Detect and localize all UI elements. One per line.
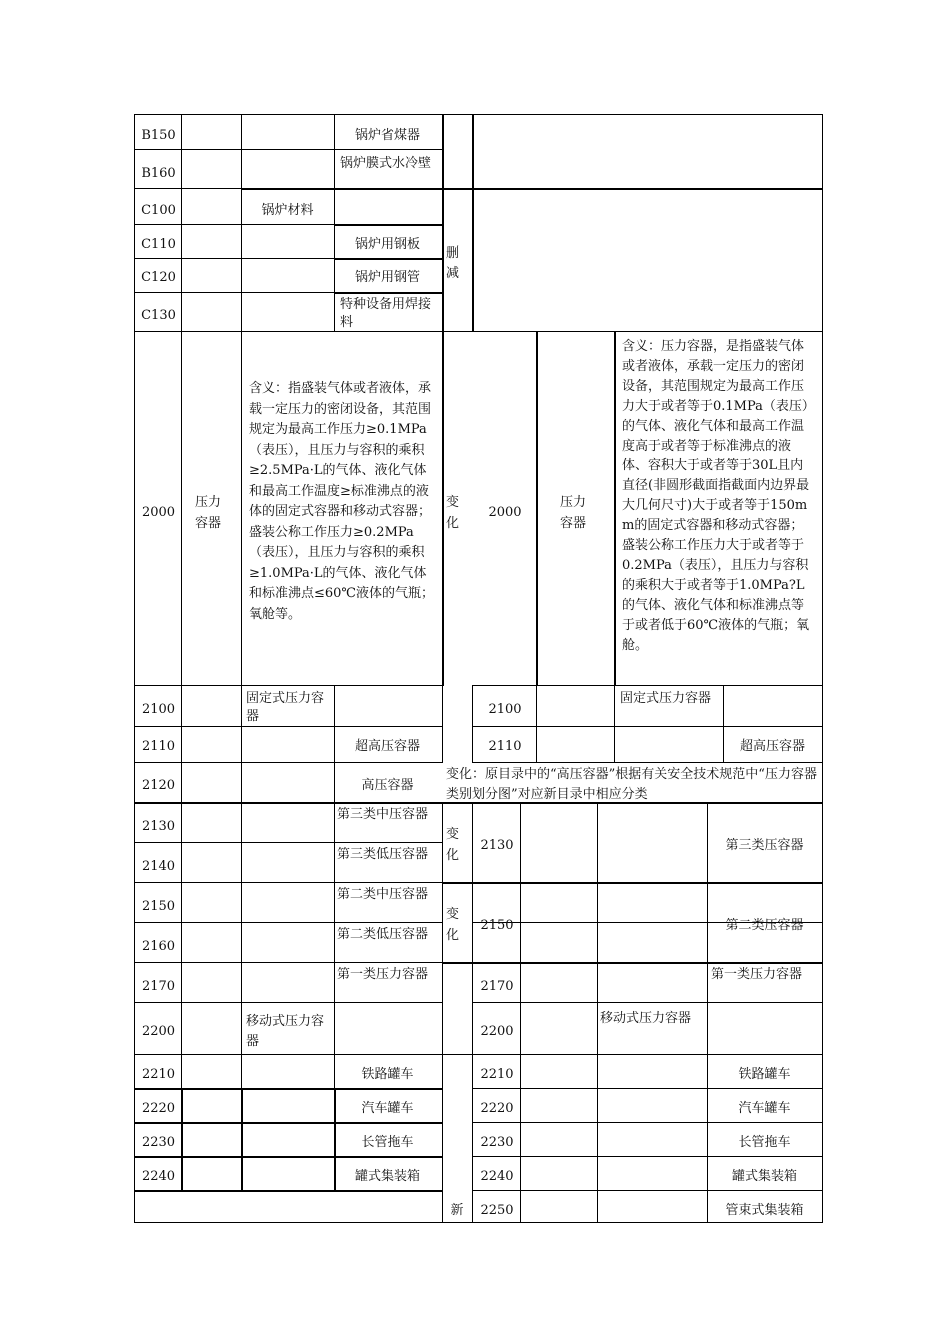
code-cell: 2150: [141, 899, 176, 914]
new-subcategory-cell: 超高压容器: [739, 739, 805, 754]
category-cell: 压力容器: [195, 495, 222, 531]
new-category-cell: 移动式压力容器: [600, 1011, 692, 1026]
change-cell: 变化: [446, 827, 460, 863]
grid-line: [472, 1122, 823, 1123]
code-cell: 2160: [141, 939, 176, 954]
subcategory-cell: 高压容器: [361, 778, 414, 793]
code-cell: 2220: [141, 1101, 176, 1116]
change-cell: 删减: [446, 246, 460, 281]
category-cell: 固定式压力容器: [246, 691, 325, 724]
grid-line: [472, 1156, 823, 1157]
subcategory-cell: 第三类低压容器: [337, 847, 429, 862]
new-subcategory-cell: 汽车罐车: [738, 1101, 791, 1116]
grid-line: [472, 1002, 823, 1003]
subcategory-cell: 第二类中压容器: [337, 887, 429, 902]
grid-line: [241, 1088, 243, 1191]
grid-line: [334, 224, 443, 226]
code-cell: 2110: [141, 739, 176, 754]
new-subcategory-cell: 罐式集装箱: [731, 1169, 797, 1184]
new-subcategory-cell: 铁路罐车: [738, 1067, 791, 1082]
grid-line: [822, 114, 823, 1223]
new-code-cell: 2200: [480, 1024, 514, 1039]
grid-line: [472, 685, 823, 686]
grid-line: [472, 762, 823, 763]
grid-line: [520, 802, 521, 1223]
code-cell: 2170: [141, 979, 176, 994]
code-cell: C100: [141, 203, 176, 218]
new-code-cell: 2220: [480, 1101, 514, 1116]
grid-line: [472, 114, 474, 332]
code-cell: 2140: [141, 859, 176, 874]
grid-line: [536, 331, 538, 686]
grid-line: [442, 802, 443, 1223]
new-category-cell: 压力容器: [560, 495, 587, 531]
new-code-cell: 2100: [488, 702, 522, 717]
new-code-cell: 2250: [480, 1203, 514, 1218]
new-subcategory-cell: 管束式集装箱: [725, 1203, 804, 1218]
grid-line: [134, 114, 135, 1223]
category-cell: 移动式压力容器: [246, 1014, 325, 1049]
code-cell: 2100: [141, 702, 176, 717]
subcategory-cell: 超高压容器: [354, 739, 420, 754]
code-cell: B150: [141, 128, 176, 143]
grid-line: [442, 882, 823, 884]
new-subcategory-cell: 第一类压力容器: [711, 967, 803, 982]
subcategory-cell: 锅炉用钢管: [354, 270, 420, 285]
code-cell: 2230: [141, 1135, 176, 1150]
new-code-cell: 2110: [488, 739, 522, 754]
subcategory-cell: 锅炉膜式水冷壁: [340, 156, 432, 171]
subcategory-cell: 第一类压力容器: [337, 967, 429, 982]
code-cell: 2200: [141, 1024, 176, 1039]
new-category-cell: 固定式压力容器: [620, 691, 712, 706]
grid-line: [442, 188, 823, 190]
grid-line: [334, 292, 443, 294]
code-cell: C130: [141, 308, 176, 323]
grid-line: [442, 1054, 823, 1055]
code-cell: 2000: [141, 505, 176, 520]
category-cell: 锅炉材料: [261, 203, 314, 218]
grid-line: [442, 962, 823, 964]
change-cell: 变化: [446, 907, 460, 943]
grid-line: [442, 331, 823, 332]
code-cell: 2240: [141, 1169, 176, 1184]
code-cell: 2210: [141, 1067, 176, 1082]
new-code-cell: 2150: [480, 918, 514, 933]
grid-line: [134, 114, 823, 115]
code-cell: 2120: [141, 778, 176, 793]
subcategory-cell: 长管拖车: [361, 1135, 414, 1150]
code-cell: C110: [141, 237, 176, 252]
new-code-cell: 2210: [480, 1067, 514, 1082]
grid-line: [614, 331, 616, 686]
grid-line: [334, 258, 443, 260]
change-cell: 新: [450, 1203, 464, 1218]
grid-line: [472, 726, 823, 727]
grid-line: [472, 1088, 823, 1089]
new-subcategory-cell: 长管拖车: [738, 1135, 791, 1150]
code-cell: B160: [141, 166, 176, 181]
new-code-cell: 2130: [480, 838, 514, 853]
subcategory-cell: 第三类中压容器: [337, 807, 429, 822]
change-note: 变化：原目录中的“高压容器”根据有关安全技术规范中“压力容器类别划分图”对应新目录中相应分类: [446, 767, 817, 802]
change-cell: 变化: [446, 495, 460, 531]
grid-line: [472, 1190, 823, 1191]
subcategory-cell: 锅炉省煤器: [354, 128, 420, 143]
grid-line: [241, 188, 443, 190]
grid-line: [442, 114, 444, 332]
grid-line: [442, 331, 444, 686]
new-code-cell: 2170: [480, 979, 514, 994]
new-code-cell: 2230: [480, 1135, 514, 1150]
subcategory-cell: 第二类低压容器: [337, 927, 429, 942]
grid-line: [472, 802, 473, 1223]
grid-line: [334, 114, 335, 332]
subcategory-cell: 铁路罐车: [361, 1067, 414, 1082]
grid-line: [597, 802, 598, 1223]
code-cell: 2130: [141, 819, 176, 834]
subcategory-cell: 特种设备用焊接料: [340, 297, 432, 330]
grid-line: [134, 1222, 823, 1223]
grid-line: [707, 802, 708, 1223]
new-code-cell: 2240: [480, 1169, 514, 1184]
new-code-cell: 2000: [488, 505, 522, 520]
subcategory-cell: 汽车罐车: [361, 1101, 414, 1116]
subcategory-cell: 锅炉用钢板: [354, 237, 420, 252]
grid-line: [472, 685, 473, 763]
grid-line: [134, 802, 443, 804]
new-definition: 含义：压力容器，是指盛装气体或者液体，承载一定压力的密闭设备，其范围规定为最高工作压力大于或者等于0.1MPa（表压）的气体、液化气体和最高工作温度高于或者等于标准沸点的液体、容积大于或者等于30L且内直径(非圆形截面指截面内边界最大几何尺寸)大于或者等于150mm的固定式容器和移动式容器；盛装公称工作压力大于或者等于0.2MPa（表压），且压力与容积的乘积大于或者等于1.0MPa?L的气体、液化气体和标准沸点等于或者低于60℃液体的气瓶；氧舱。: [622, 339, 815, 653]
new-subcategory-cell: 第二类压容器: [725, 918, 804, 933]
code-cell: C120: [141, 270, 176, 285]
new-subcategory-cell: 第三类压容器: [725, 838, 804, 853]
subcategory-cell: 罐式集装箱: [354, 1169, 420, 1184]
grid-line: [241, 114, 242, 1191]
grid-line: [181, 114, 182, 1191]
grid-line: [181, 1088, 183, 1191]
old-definition: 含义：指盛装气体或者液体，承载一定压力的密闭设备，其范围规定为最高工作压力≥0.1MPa（表压），且压力与容积的乘积≥2.5MPa·L的气体、液化气体和最高工作温度≥标准沸点的液体的固定式容器和移动式容器；盛装公称工作压力≥0.2MPa（表压），且压力与容积的乘积≥1.0MPa·L的气体、液化气体和标准沸点≤60℃液体的气瓶；氧舱等。: [249, 381, 434, 622]
